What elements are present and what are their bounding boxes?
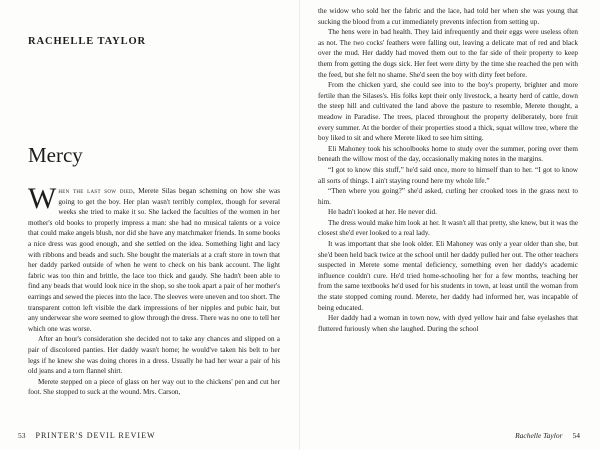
- left-body-text: [28, 182, 280, 398]
- paragraph: After an hour's consideration she decided not to take any chances and slipped on a pair of discolored panties. Her daddy wasn't home; he would've taken his belt to her legs if he knew she was doing chores in a dress. Usually he had her wear a pair of his old jeans and a torn flannel shirt.: [28, 335, 280, 376]
- page-number-right: 54: [572, 431, 580, 440]
- story-title: Mercy: [28, 143, 83, 167]
- right-page: [300, 0, 600, 450]
- left-footer: [8, 431, 156, 440]
- opening-paragraph: [28, 182, 280, 334]
- paragraph: The dress would make him look at her. It wasn't all that pretty, she knew, but it was the closest she'd ever looked to a real lady.: [318, 218, 578, 238]
- running-head-author: Rachelle Taylor: [515, 431, 563, 440]
- running-head-journal: PRINTER'S DEVIL REVIEW: [35, 431, 156, 440]
- paragraph: He hadn't looked at her. He never did.: [328, 208, 437, 217]
- author-heading: RACHELLE TAYLOR: [28, 36, 147, 47]
- paragraph: “Then where you going?” she'd asked, curling her crooked toes in the grass next to him.: [318, 187, 578, 206]
- paragraph: “I got to know this stuff,” he'd said once, more to himself than to her. “I got to know all sorts of things. I ain't staying round here my whole life.”: [318, 165, 578, 185]
- continuation-paragraph: the widow who sold her the fabric and the lace, had told her when she was young that sucking the blood from a cut immediately prevents infection from setting up.: [318, 7, 578, 26]
- paragraph: From the chicken yard, she could see into to the boy's property, brighter and more fertile than the Silases's. His folks kept their only livestock, a hearty herd of cattle, down the steep hill and cultivated the land above the pasture to resemble, Merete thought, a meadow in Paradise. The trees, placed throughout the property deliberately, bore fruit every summer. At the border of their properties stood a thick, squat willow tree, where the boy liked to sit and where Merete liked to see him sitting.: [318, 81, 578, 143]
- opening-smallcaps: hen the last sow died,: [58, 187, 136, 195]
- paragraph: The hens were in bad health. They laid infrequently and their eggs were useless often as not. The two cocks' feathers were falling out, leaving a delicate mat of red and black over the mud. Her daddy had moved them out to the far side of their property to keep them from getting the dogs sick. Her feet were dirty by the time she reached the pen with the feed, but she felt no shame. She'd seen the boy with dirty feet before.: [318, 28, 578, 79]
- drop-cap: W: [28, 182, 57, 215]
- opening-text: Merete Silas began scheming on how she was going to get the boy. Her plan wasn't terribly complex, though for several weeks she tried to make it so. She lacked the faculties of the women in her mother's old books to properly impress a man: she had no musical talents or a voice that could make angels blush, nor did she have any matchmaker friends. In some books a nice dress was good enough, and she settled on the idea. Something light and lacy with ribbons and beads and such. She bought the materials at a craft store in town that her daddy parked outside of when he went to check on his bank account. The light fabric was too thin and brittle, the lace too thick and gaudy. She hadn't been able to find any beads that would look nice in the shop, so she took apart a pair of her mother's earrings and sewed the pieces into the lace. The sleeves were uneven and too short. The transparent cotton left visible the dark impressions of her nipples and pubic hair, but any underwear she wore seemed to glow through the dress. There was no one to tell her which one was worse.: [28, 187, 280, 333]
- paragraph: Eli Mahoney took his schoolbooks home to study over the summer, poring over them beneath the willow most of the day, occasionally making notes in the margins.: [318, 144, 578, 164]
- paragraph: It was important that she look older. Eli Mahoney was only a year older than she, but she'd been held back twice at the school until her daddy pulled her out. The other teachers suspected in Merete some mental deficiency, something even her daddy's academic influence couldn't cure. He'd tried home-schooling her for a few months, teaching her from the same textbooks he'd used for his students in town, at least until the woman from the state stopped coming round. Merete, her daddy had informed her, was incapable of being educated.: [318, 240, 578, 312]
- page-number-left: 53: [18, 431, 26, 440]
- right-footer: [515, 431, 590, 440]
- paragraph: Her daddy had a woman in town now, with dyed yellow hair and false eyelashes that fluttered furiously when she laughed. During the school: [318, 314, 578, 333]
- paragraph: Merete stepped on a piece of glass on her way out to the chickens' pen and cut her foot. She stopped to suck at the wound. Mrs. Carson,: [28, 377, 280, 397]
- right-body-text: [318, 6, 578, 334]
